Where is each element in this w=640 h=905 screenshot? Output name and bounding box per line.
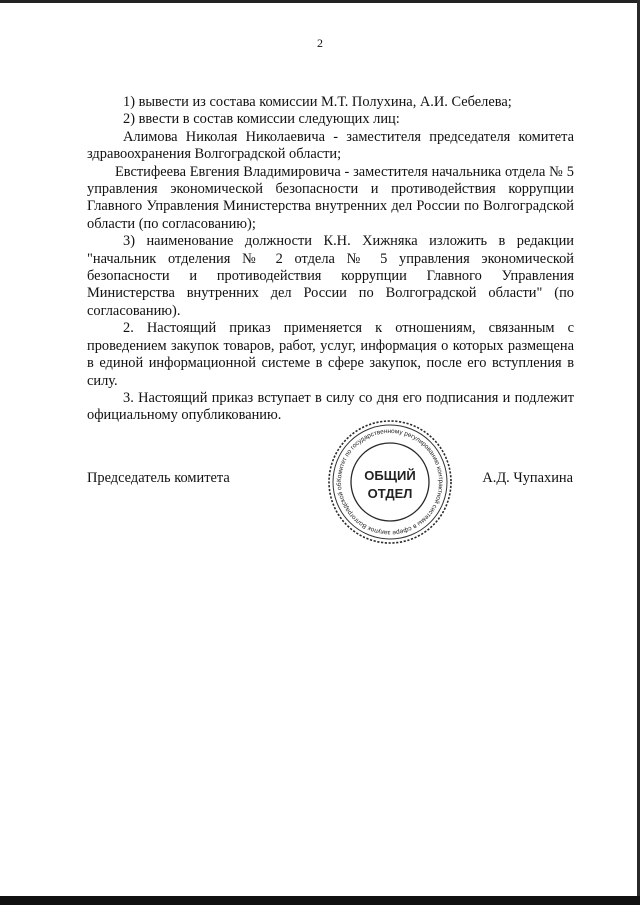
stamp-ring-text: Комитет по государственному регулированию контрактной системы в сфере закупок Волгоградской об: [335, 427, 445, 537]
paragraph-add-members: 2) ввести в состав комиссии следующих лиц:: [123, 111, 400, 128]
scan-edge-bottom: [0, 896, 640, 905]
scan-edge-top: [0, 0, 640, 3]
paragraph-member-alimov: Алимова Николая Николаевича - заместителя председателя комитета здравоохранения Волгоградской области;: [87, 128, 574, 163]
paragraph-rename-position: 3) наименование должности К.Н. Хижняка изложить в редакции "начальник отделения № 2 отдела № 5 управления экономической безопасности и противодействия коррупции Главного Управления Министерства внутренних дел России по Волгоградской области" (по согласованию).: [87, 233, 574, 319]
paragraph-effective-date: 3. Настоящий приказ вступает в силу со дня его подписания и подлежит официальному опубликованию.: [87, 389, 574, 424]
stamp-title-line2: ОТДЕЛ: [367, 486, 413, 501]
signature-name: А.Д. Чупахина: [482, 470, 573, 486]
paragraph-remove-members: 1) вывести из состава комиссии М.Т. Полухина, А.И. Себелева;: [123, 94, 512, 110]
page-number: 2: [317, 36, 323, 50]
paragraph-member-evstifeev: Евстифеева Евгения Владимировича - заместителя начальника отдела № 5 управления экономической безопасности и противодействия коррупции Главного Управления Министерства внутренних дел России по Волгоградской области (по согласованию);: [87, 163, 574, 232]
stamp-title-line1: ОБЩИЙ: [364, 468, 416, 483]
signature-title: Председатель комитета: [87, 470, 230, 486]
document-body: [87, 94, 574, 425]
paragraph-application: 2. Настоящий приказ применяется к отношениям, связанным с проведением закупок товаров, работ, услуг, информация о которых размещена в единой информационной системе в сфере закупок, после его вступления в силу.: [87, 320, 574, 389]
official-stamp: [326, 418, 454, 546]
